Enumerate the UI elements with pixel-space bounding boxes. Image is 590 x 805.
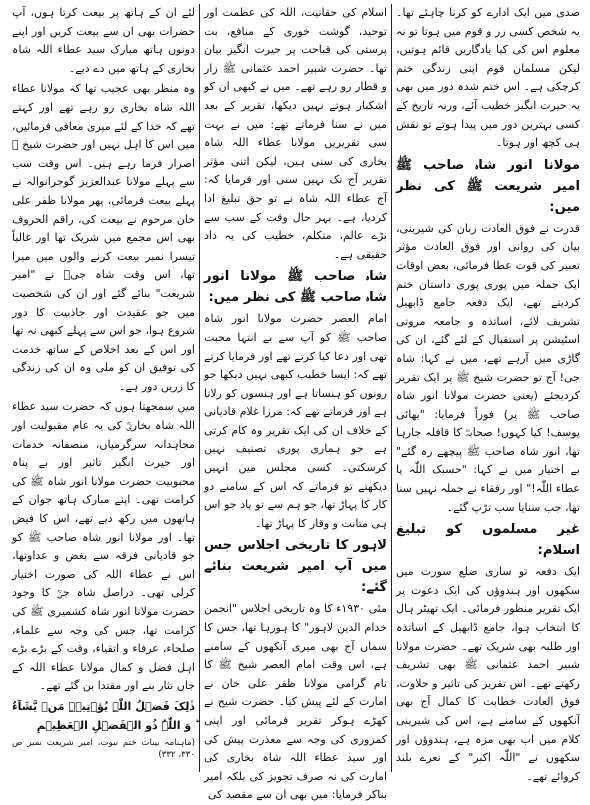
section-heading: لاہور کا تاریخی اجلاس جس میں آپ امیر شریعت بنائے گئے: <box>204 538 387 596</box>
arabic-verse: ذٰلِکَ فَضۡلُ اللّٰہِ یُؤۡتِیۡہِ مَنۡ یَّشَآءُ ؕ وَ اللّٰہُ ذُو الۡفَضۡلِ الۡعَظِیۡمِ <box>12 699 195 732</box>
paragraph: امام العصر حضرت مولانا انور شاہ صاحب ﷺ کو آپ سے بے انتہا محبت تھی اور دعا کیا کرتے تھے اور فرمایا کرتے تھے کہ: ایسا خطیب کبھی نہیں دیکھا جو رونوں کو ہنساتا ہے اور ہنسوں کو رلاتا ہے اور فرماتے تھے کہ: مرزا غلام قادیانی کے خلاف ان کی ایک تقریر وہ کام کرتی ہے جو ہماری پوری تصنیف نہیں کرسکتی۔ کسی مجلس میں انہیں دیکھتے تو فرماتے کہ اس کے سامنے دو کار کا پہاڑ تھا، جو ہم سے تو یاد جو اس ہی متانت و وقار کا پہاڑ تھا۔ <box>204 312 387 530</box>
paragraph: وہ منظر بھی عجیب تھا کہ مولانا عطاء اللہ شاہ بخاری رو رہے تھے اور کہتے تھے کہ خدا کے لئے میری معافی فرمائیں، میں اس کا اہل نہیں اور حضرت شیخ ﷺ اصرار فرما رہے ہیں۔ اس وقت سب سے پہلے مولانا عبدالعزیز گوجرانوالہ نے پہلے بیعت فرمائی، پھر مولانا ظفر علی خان مرحوم نے بیعت کی، راقم الحروف بھی اس مجمع میں شریک تھا اور غالباً تیسرا نمبر بیعت کرنے والوں میں میرا تھا، اس وقت شاہ جیؒ نے "امیر شریعت" بنائے گئے اور ان کی شخصیت میں جو عقیدت اور جاذبیت کا دور شروع ہوا، جو اس سے پہلے کبھی نہ تھا اور اس کے بعد اخلاص کے ساتھ خدمت کی توفیق ان کو ملی وہ ان کی زندگی کا زریں دور ہے۔ <box>12 82 195 393</box>
paragraph: میں سمجھتا ہوں کہ حضرت سید عطاء اللہ شاہ بخاریؒ کی یہ عام مقبولیت اور مجاہدانہ سرگرمیاں، منصفانہ خدمات اور حیرت انگیز تاثیر اور بے پناہ محبوبیت حضرت مولانا انور شاہ ﷺ کی کرامت تھی۔ اپنے مبارک ہاتھ جوان کے ہاتھوں میں رکھ دیے تھے، اس کا فیض تھا۔ اور مولانا انور شاہ صاحب ﷺ کو جو قادیانی فرقہ سے بغض و عداوتھا، اس نے عطاء اللہ کی صورت اختیار کرلی تھی۔ دراصل شاہ جیؒ کا وجود حضرت مولانا انور شاہ کشمیری ﷺ کی کرامت تھا، جس کی وجہ سے علماء، صلحاء، عرفاء و اتقیاء، وقت کے بڑے بڑے اہل فضل و کمال مولانا عطاء اللہ کے جاں نثار بنے اور مقتدا بن گئے تھے۔ <box>12 400 195 693</box>
paragraph: قدرت نے فوق العادت زبان کی شیرینی، بیان کی روانی اور فوق العادت مؤثر تعبیر کی قوت عطا فرمائی، بعض اوقات ایک جملہ میں پوری پوری داستان ختم کردیتے تھے، ایک دفعہ جامع ڈابھیل تشریف لائے، اساتذہ و جامعہ مروتی اسٹیشن پر استقبال کے لئے گئے، ان کی گاڑی میں آرہے تھے، میں نے کہا: شاہ جی! آج تو حضرت شیخ ﷺ پر ایک تقریر کردیجئے (یعنی حضرت مولانا انور شاہ صاحب ﷺ پر) فوراً فرمایا: "بھائی یوسف! کیا کہوں! صحابہؓ کا قافلہ جارہا تھا، انور شاہ صاحب ﷺ پیچھے رہ گئے" بے اختیار میں نے کہا: "حسبک اللّٰہ یا عطاء اللّٰہ!" اور رفقاء نے جملہ نہیں سنا تھا، جب سنایا سب تڑپ گئے۔ <box>396 221 580 514</box>
paragraph: صدی میں ایک ادارے کو کرنا چاہئے تھا۔ یہ شخص کسی زر و قوم میں ہوتا تو نہ معلوم اس کی کیا یادگاریں قائم ہوتیں، لیکن مسلمان قوم اپنی زندگی ختم کرچکی ہے۔ اس ختم شدہ دور میں بھی یہ حیرت انگیز خطیب آئے، ورنہ تاریخ کے کسی بہترین دور میں پیدا ہوتے تو نقش ہی کچھ اور ہوتا۔ <box>396 6 580 150</box>
section-heading: غیر مسلموں کو تبلیغ اسلام: <box>396 522 580 559</box>
paragraph: ایک دفعہ تو ساری ضلع سورت میں سکھوں اور ہندوؤں کی ایک دعوت پر ایک تقریر منظور فرمائی۔ ایک تھیٹر ہال کا انتخاب ہوا، جامع ڈابھیل کے اساتذہ اور طلبہ بھی شریک تھے۔ حضرت مولانا شبیر احمد عثمانی ﷺ بھی تشریف رکھتے تھے۔ اس تقریر کی تاثیر و حلاوت، فوق العادت خطابت کا کمال آج بھی آنکھوں کے سامنے ہے، اس کی شیرینی کلام میں اب بھی مزہ ہے، ہندوؤں اور سکھوں نے "اللّٰہ اکبر" کے نعرے بلند کروائے تھے۔ <box>396 565 580 783</box>
paragraph: مئی ۱۹۳۰ء کا وہ تاریخی اجلاس "انجمن خدام الدین لاہور" کا ہورہا تھا، جس کا سماں آج بھی میری آنکھوں کے سامنے ہے، اس وقت امام العصر شیخ ﷺ کا نام گرامی مولانا ظفر علی خان نے امارت کے لئے پیش کیا۔ حضرت شیخ نے کھڑے ہوکر تقریر فرمائی اور اپنی کمزوری کی وجہ سے معذرت پیش کی اور سید عطاء اللہ شاہ بخاری کی امارت کی نہ صرف تجویز کی بلکہ امیر بناکر فرمایا: میں بھی ان سے مقصد کی <box>204 602 387 802</box>
column-1 <box>392 4 584 783</box>
footnote-citation: (ماہنامہ بینات ختم نبوت، امیر شریعت نمبر ص ۳۳۰، ۳۳۲) <box>12 738 195 761</box>
column-2 <box>200 4 392 802</box>
section-heading: مولانا انور شاہ صاحب ﷺ امیر شریعت ﷺ کی نظر میں: <box>396 157 580 215</box>
column-3 <box>8 4 200 772</box>
paragraph: لئے ان کے ہاتھ پر بیعت کرتا ہوں، آپ حضرات بھی ان سے بیعت کریں اور اپنے دونوں ہاتھ مبارک سید عطاء اللہ شاہ بخاری کے ہاتھ میں دے دیے۔ <box>12 6 195 75</box>
paragraph: اسلام کی حقانیت، اللہ کی عظمت اور توحید، گوشت خوری کے منافع، بت پرستی کی قباحت پر حیرت انگیز بیان تھا۔ حضرت شبیر احمد عثمانی ﷺ زار و قطار رو رہے تھے۔ میں نے کبھی ان کو اشکبار ہوتے نہیں دیکھا، تقریر کے بعد میں نے سنا فرماتے تھے: میں نے بہت سی تقریریں مولانا عطاء اللہ شاہ بخاری کی سنی ہیں، لیکن اتنی مؤثر تقریر آج تک نہیں سنی اور فرمایا کہ: آج عطاء اللہ شاہ نے تو حق تبلیغ ادا کردیا، ہے۔ بہر حال وقت کے سب سے بڑے عالم، متکلم، خطیب کی یہ داد حقیقی ہے۔ <box>204 6 387 261</box>
section-heading: شاہ صاحب ﷺ مولانا انور شاہ صاحب ﷺ کی نظر میں: <box>204 269 387 306</box>
